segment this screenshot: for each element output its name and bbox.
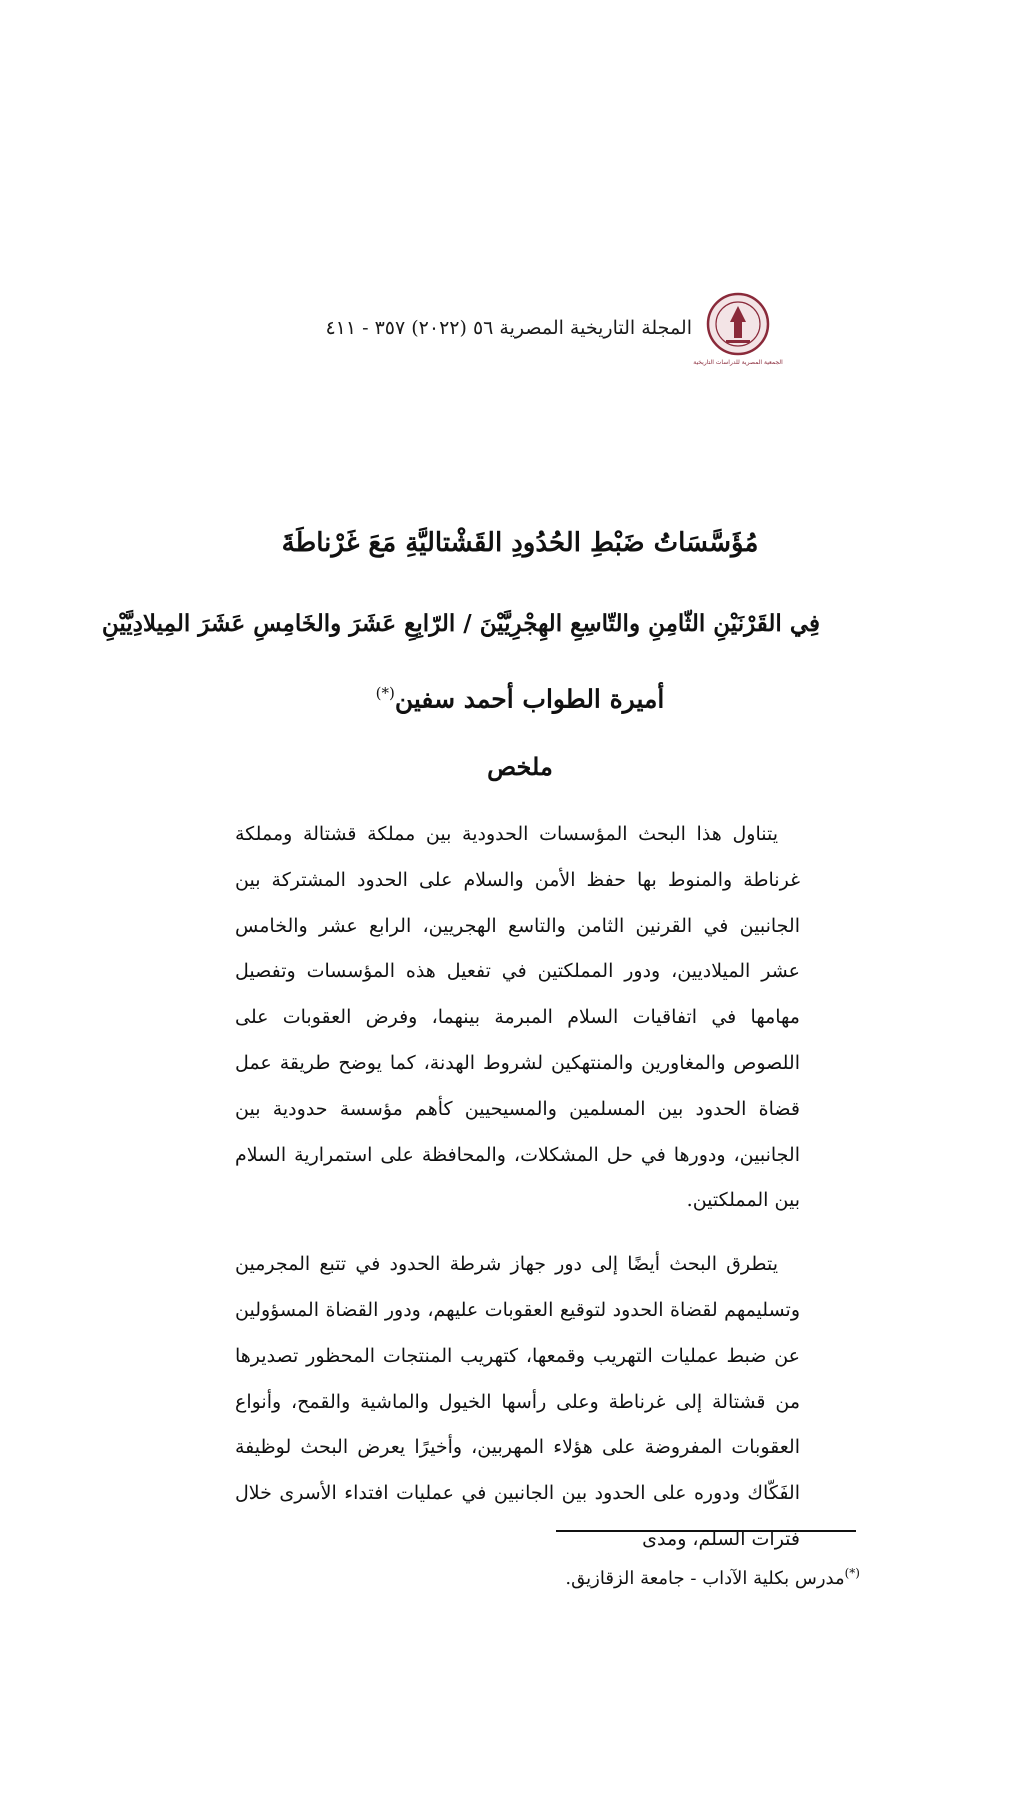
footnote	[300, 1566, 860, 1589]
abstract-paragraph-1: يتناول هذا البحث المؤسسات الحدودية بين مملكة قشتالة ومملكة غرناطة والمنوط بها حفظ الأمن والسلام على الحدود المشتركة بين الجانبين في القرنين الثامن والتاسع الهجريين، الرابع عشر والخامس عشر الميلاديين، ودور المملكتين في تفعيل هذه المؤسسات وتفصيل مهامها في اتفاقيات السلام المبرمة بينهما، وفرض العقوبات على اللصوص والمغاورين والمنتهكين لشروط الهدنة، كما يوضح طريقة عمل قضاة الحدود بين المسلمين والمسيحيين كأهم مؤسسة حدودية بين الجانبين، ودورها في حل المشكلات، والمحافظة على استمرارية السلام بين المملكتين.	[235, 823, 800, 1212]
author-name: أميرة الطواب أحمد سفين	[394, 684, 665, 714]
logo-caption: الجمعية المصرية للدراسات التاريخية	[693, 359, 783, 366]
author-footnote-mark[interactable]: (*)	[375, 684, 395, 702]
abstract-body	[235, 812, 800, 1563]
footnote-mark: (*)	[844, 1566, 860, 1580]
footnote-text: مدرس بكلية الآداب - جامعة الزقازيق.	[565, 1568, 845, 1589]
article-title-line-1: مُؤَسَّسَاتُ ضَبْطِ الحُدُودِ القَشْتاليَّةِ مَعَ غَرْناطَةَ	[281, 528, 759, 558]
abstract-heading: ملخص	[487, 752, 553, 781]
journal-citation: المجلة التاريخية المصرية ٥٦ (٢٠٢٢) ٣٥٧ - ٤١١	[325, 317, 692, 339]
abstract-paragraph-2: يتطرق البحث أيضًا إلى دور جهاز شرطة الحدود في تتبع المجرمين وتسليمهم لقضاة الحدود لتوقيع العقوبات عليهم، ودور القضاة المسؤولين عن ضبط عمليات التهريب وقمعها، كتهريب المنتجات المحظور تصديرها من قشتالة إلى غرناطة وعلى رأسها الخيول والماشية والقمح، وأنواع العقوبات المفروضة على هؤلاء المهربين، وأخيرًا يعرض البحث لوظيفة الفَكّاك ودوره على الحدود بين الجانبين في عمليات افتداء الأسرى خلال فترات السلم، ومدى	[235, 1253, 800, 1550]
article-title-line-2: فِي القَرْنَيْنِ الثّامِنِ والتّاسِعِ الهِجْرِيَّيْنَ / الرّابِعِ عَشَرَ والخَامِسِ عَشَرَ المِيلادِيَّيْنِ	[101, 610, 820, 637]
society-logo-icon	[693, 288, 783, 368]
author-line	[220, 684, 820, 713]
footnote-divider	[556, 1530, 856, 1532]
journal-header	[325, 288, 783, 368]
